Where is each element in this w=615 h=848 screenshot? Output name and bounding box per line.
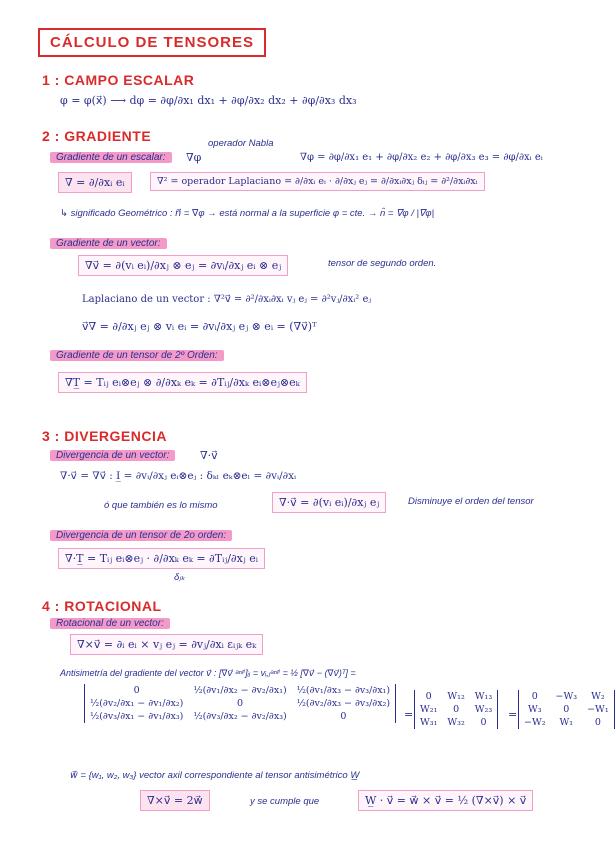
- matrix-cell: −W₁: [587, 704, 609, 715]
- matrix-cell: 0: [594, 717, 601, 728]
- rotacional-box: ∇×v⃗ = ∂ᵢ eᵢ × vⱼ eⱼ = ∂vⱼ/∂xᵢ εᵢⱼₖ eₖ: [70, 634, 263, 655]
- matrix-cell: ½(∂v₃/∂x₁ − ∂v₁/∂x₃): [90, 711, 184, 722]
- laplaciano-box: ∇² = operador Laplaciano = ∂/∂xᵢ eᵢ · ∂/∂xⱼ eⱼ = ∂/∂xᵢ∂xⱼ δᵢⱼ = ∂²/∂xᵢ∂xᵢ: [150, 172, 485, 191]
- matrix-cell: 0: [563, 704, 570, 715]
- v-nabla-equation: v⃗∇ = ∂/∂xⱼ eⱼ ⊗ vᵢ eᵢ = ∂vᵢ/∂xⱼ eⱼ ⊗ eᵢ = (∇v⃗)ᵀ: [82, 320, 317, 333]
- matrix-cell: 0: [340, 711, 347, 722]
- matrix-axial: [518, 690, 615, 729]
- matrix-cell: 0: [425, 691, 432, 702]
- matrix-cell: W₂₁: [420, 704, 438, 715]
- gradiente-vector-highlight: Gradiente de un vector:: [50, 238, 167, 249]
- matrix-cell: W₂₃: [474, 704, 493, 715]
- matrix-cell: −W₃: [555, 691, 578, 702]
- gradiente-tensor-box: ∇T̲ = Tᵢⱼ eᵢ⊗eⱼ ⊗ ∂/∂xₖ eₖ = ∂Tᵢⱼ/∂xₖ eᵢ⊗eⱼ⊗eₖ: [58, 372, 307, 393]
- matrix-gradiente-anti: [84, 684, 396, 723]
- matrix-cell: 0: [531, 691, 538, 702]
- vector-axil-line: w⃗ = {w₁, w₂, w₃} vector axil correspondiente al tensor antisimétrico W̲: [70, 770, 360, 781]
- significado-geometrico: ↳ significado Geométrico : n⃗ = ∇φ → está normal a la superficie φ = cte. → n̂ = ∇φ / |∇φ|: [60, 208, 435, 219]
- matrix-cell: −W₂: [524, 717, 546, 728]
- nabla-phi: ∇φ: [186, 151, 202, 164]
- rotacional-vector-highlight: Rotacional de un vector:: [50, 618, 170, 629]
- matrix-cell: W₃₂: [447, 717, 465, 728]
- se-cumple-que: y se cumple que: [250, 796, 320, 807]
- tensor-segundo-orden-note: tensor de segundo orden.: [328, 258, 437, 269]
- matrix-cell: ½(∂v₂/∂x₃ − ∂v₃/∂x₂): [296, 698, 391, 709]
- matrix-cell: ½(∂v₁/∂x₂ − ∂v₂/∂x₁): [193, 685, 287, 696]
- matrix-cell: 0: [237, 698, 244, 709]
- matrix-cell: ½(∂v₃/∂x₂ − ∂v₂/∂x₃): [193, 711, 287, 722]
- matrix-cell: W₁₃: [474, 691, 493, 702]
- matrix-cell: W₂: [591, 691, 605, 702]
- matrix-cell: 0: [480, 717, 487, 728]
- antisimetria-line: Antisimetría del gradiente del vector v⃗ : [∇v⃗ ᵃⁿᵗⁱ]ᵢⱼ = vᵢ,ⱼᵃⁿᵗⁱ = ½ [∇v⃗ − (∇v⃗)ᵀ] =: [60, 668, 356, 678]
- matrix-cell: W₃₁: [420, 717, 438, 728]
- equals-sign: =: [404, 708, 414, 721]
- matrix-cell: W₁₂: [447, 691, 465, 702]
- divergencia-vector-equation: ∇·v⃗ = ∇v⃗ : I̲ = ∂vᵢ/∂xⱼ eᵢ⊗eⱼ : δₖₗ eₖ⊗eₗ = ∂vᵢ/∂xᵢ: [60, 470, 297, 482]
- campo-escalar-equation: φ = φ(x⃗) ⟶ dφ = ∂φ/∂x₁ dx₁ + ∂φ/∂x₂ dx₂ + ∂φ/∂x₃ dx₃: [60, 94, 357, 107]
- divergencia-box: ∇·v⃗ = ∂(vᵢ eᵢ)/∂xⱼ eⱼ: [272, 492, 386, 513]
- rotacional-2w-box: ∇×v⃗ = 2w⃗: [140, 790, 210, 811]
- section-campo-escalar-heading: 1 : CAMPO ESCALAR: [42, 72, 195, 88]
- axial-relation-box: W̲ · v⃗ = w⃗ × v⃗ = ½ (∇×v⃗) × v⃗: [358, 790, 533, 811]
- matrix-cell: ½(∂v₁/∂x₃ − ∂v₃/∂x₁): [296, 685, 391, 696]
- gradiente-escalar-highlight: Gradiente de un escalar:: [50, 152, 172, 163]
- section-divergencia-heading: 3 : DIVERGENCIA: [42, 428, 167, 444]
- divergencia-tensor-box: ∇·T̲ = Tᵢⱼ eᵢ⊗eⱼ · ∂/∂xₖ eₖ = ∂Tᵢⱼ/∂xⱼ eᵢ: [58, 548, 265, 569]
- delta-jk-label: δⱼₖ: [174, 572, 185, 583]
- tambien-es-lo-mismo: ó que también es lo mismo: [104, 500, 218, 511]
- equals-sign-2: =: [508, 708, 518, 721]
- laplaciano-vector: Laplaciano de un vector : ∇²v⃗ = ∂²/∂xᵢ∂xᵢ vⱼ eⱼ = ∂²vⱼ/∂xᵢ² eⱼ: [82, 294, 372, 305]
- matrix-cell: ½(∂v₂/∂x₁ − ∂v₁/∂x₂): [90, 698, 184, 709]
- matrix-cell: 0: [453, 704, 460, 715]
- matrix-cell: W₁: [559, 717, 574, 728]
- gradiente-escalar-equation: ∇φ = ∂φ/∂x₁ e₁ + ∂φ/∂x₂ e₂ + ∂φ/∂x₃ e₃ = ∂φ/∂xᵢ eᵢ: [300, 152, 543, 163]
- section-gradiente-heading: 2 : GRADIENTE: [42, 128, 152, 144]
- divergencia-vector-highlight: Divergencia de un vector:: [50, 450, 175, 461]
- matrix-w-components: [414, 690, 498, 729]
- div-vector-symbol: ∇·v⃗: [200, 449, 218, 462]
- operador-nabla-note: operador Nabla: [208, 138, 274, 149]
- matrix-cell: 0: [133, 685, 140, 696]
- page-title: CÁLCULO DE TENSORES: [38, 28, 266, 57]
- disminuye-orden-note: Disminuye el orden del tensor: [408, 496, 534, 507]
- divergencia-tensor-highlight: Divergencia de un tensor de 2o orden:: [50, 530, 232, 541]
- section-rotacional-heading: 4 : ROTACIONAL: [42, 598, 162, 614]
- gradiente-vector-box: ∇v⃗ = ∂(vᵢ eᵢ)/∂xⱼ ⊗ eⱼ = ∂vᵢ/∂xⱼ eᵢ ⊗ eⱼ: [78, 255, 288, 276]
- matrix-cell: W₃: [527, 704, 542, 715]
- gradiente-tensor-highlight: Gradiente de un tensor de 2º Orden:: [50, 350, 224, 361]
- nabla-definition-box: ∇ = ∂/∂xᵢ eᵢ: [58, 172, 132, 193]
